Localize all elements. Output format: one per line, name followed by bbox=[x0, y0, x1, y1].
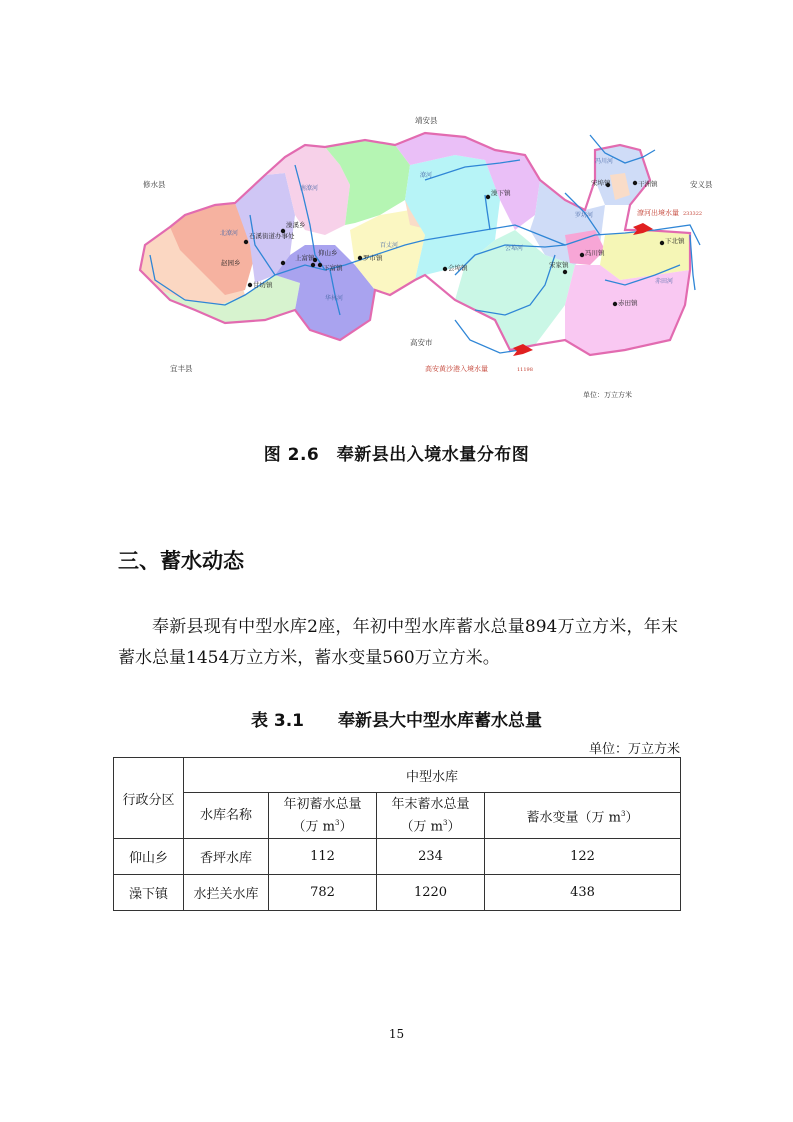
unit-suffix: ） bbox=[339, 819, 353, 835]
town-dot bbox=[311, 263, 315, 267]
figure-caption: 图 2.6 奉新县出入境水量分布图 bbox=[263, 445, 530, 465]
town-dot bbox=[486, 195, 490, 199]
town-dot bbox=[244, 240, 248, 244]
town-label: 下北镇 bbox=[665, 237, 685, 245]
header-end bbox=[377, 793, 485, 839]
town-label: 甘坊镇 bbox=[253, 281, 273, 289]
town-label: 干洲镇 bbox=[638, 180, 658, 188]
header-change bbox=[485, 793, 681, 839]
table-row bbox=[114, 839, 681, 875]
reservoir-table bbox=[113, 757, 681, 911]
unit-suffix: ） bbox=[447, 819, 461, 835]
table-row bbox=[114, 875, 681, 911]
town-label: 澡下镇 bbox=[491, 189, 511, 197]
town-label: 仰山乡 bbox=[318, 249, 338, 257]
unit-suffix: ） bbox=[625, 809, 639, 825]
unit-sup: 3 bbox=[442, 819, 448, 827]
cell-region: 仰山乡 bbox=[114, 839, 184, 875]
river-label: 赤田河 bbox=[655, 278, 674, 285]
cell-end: 1220 bbox=[377, 875, 485, 911]
town-label: 石溪街道办事处 bbox=[249, 232, 295, 240]
town-dot bbox=[580, 253, 584, 257]
town-dot bbox=[633, 181, 637, 185]
town-label: 会埠镇 bbox=[448, 264, 468, 272]
town-dot bbox=[248, 283, 252, 287]
river-label: 百丈河 bbox=[380, 242, 399, 249]
neighbor-southwest: 宜丰县 bbox=[170, 364, 193, 373]
unit-sup: 3 bbox=[334, 819, 340, 827]
cell-change: 438 bbox=[485, 875, 681, 911]
section-paragraph: 奉新县现有中型水库2座，年初中型水库蓄水总量894万立方米，年末蓄水总量1454万立方米，蓄水变量560万立方米。 bbox=[118, 617, 678, 668]
water-distribution-map bbox=[125, 105, 725, 415]
outflow-value: 233322 bbox=[683, 211, 703, 217]
river-label: 华林河 bbox=[325, 295, 344, 302]
table-unit: 单位：万立方米 bbox=[588, 742, 680, 757]
river-label: 北潦河 bbox=[220, 230, 239, 237]
town-label: 宋家镇 bbox=[549, 261, 569, 269]
town-dot bbox=[358, 256, 362, 260]
inflow-label: 高安黄沙港入境水量 bbox=[425, 365, 488, 373]
page-number: 15 bbox=[388, 1027, 405, 1041]
header-change-label: 蓄水变量（万 m bbox=[526, 809, 621, 825]
neighbor-north: 靖安县 bbox=[415, 116, 438, 125]
town-label: 宋埠镇 bbox=[591, 179, 611, 187]
table-caption: 表 3.1 奉新县大中型水库蓄水总量 bbox=[250, 711, 543, 731]
table-header-row bbox=[114, 758, 681, 793]
neighbor-south: 高安市 bbox=[410, 338, 433, 347]
town-label: 澡溪乡 bbox=[286, 221, 306, 229]
town-dot bbox=[660, 241, 664, 245]
cell-name: 香坪水库 bbox=[184, 839, 269, 875]
cell-end: 234 bbox=[377, 839, 485, 875]
header-start-label: 年初蓄水总量 bbox=[283, 797, 362, 812]
town-dot bbox=[318, 263, 322, 267]
town-label: 赤田镇 bbox=[618, 299, 638, 307]
neighbor-northwest: 修水县 bbox=[143, 180, 166, 189]
inflow-value: 11198 bbox=[517, 367, 533, 373]
neighbor-east: 安义县 bbox=[690, 180, 713, 189]
town-dot bbox=[281, 261, 285, 265]
town-dot bbox=[613, 302, 617, 306]
header-start bbox=[269, 793, 377, 839]
town-label: 上富镇 bbox=[295, 254, 315, 262]
header-name: 水库名称 bbox=[184, 793, 269, 839]
header-end-unit: （万 m bbox=[400, 819, 443, 835]
cell-change: 122 bbox=[485, 839, 681, 875]
town-label: 下富镇 bbox=[323, 264, 343, 272]
river-label: 潦河 bbox=[420, 172, 433, 179]
map-unit: 单位：万立方米 bbox=[583, 391, 632, 399]
cell-start: 112 bbox=[269, 839, 377, 875]
header-region: 行政分区 bbox=[114, 758, 184, 839]
outflow-label: 潦河出境水量 bbox=[637, 209, 679, 217]
unit-sup: 3 bbox=[620, 809, 626, 818]
town-label: 赵园乡 bbox=[221, 259, 241, 267]
town-label: 冯川镇 bbox=[585, 249, 605, 257]
river-label: 冯川河 bbox=[595, 158, 614, 165]
town-dot bbox=[563, 270, 567, 274]
table-subheader-row bbox=[114, 793, 681, 839]
town-dot bbox=[443, 267, 447, 271]
header-start-unit: （万 m bbox=[292, 819, 335, 835]
map-svg bbox=[125, 105, 725, 415]
river-label: 会埠河 bbox=[505, 245, 524, 252]
header-group: 中型水库 bbox=[184, 758, 681, 793]
section-title: 三、蓄水动态 bbox=[118, 549, 244, 573]
river-label: 南潦河 bbox=[300, 185, 319, 192]
river-label: 罗坊河 bbox=[575, 212, 594, 219]
cell-region: 澡下镇 bbox=[114, 875, 184, 911]
cell-name: 水拦关水库 bbox=[184, 875, 269, 911]
header-end-label: 年末蓄水总量 bbox=[391, 797, 470, 812]
cell-start: 782 bbox=[269, 875, 377, 911]
town-label: 罗市镇 bbox=[363, 254, 383, 262]
